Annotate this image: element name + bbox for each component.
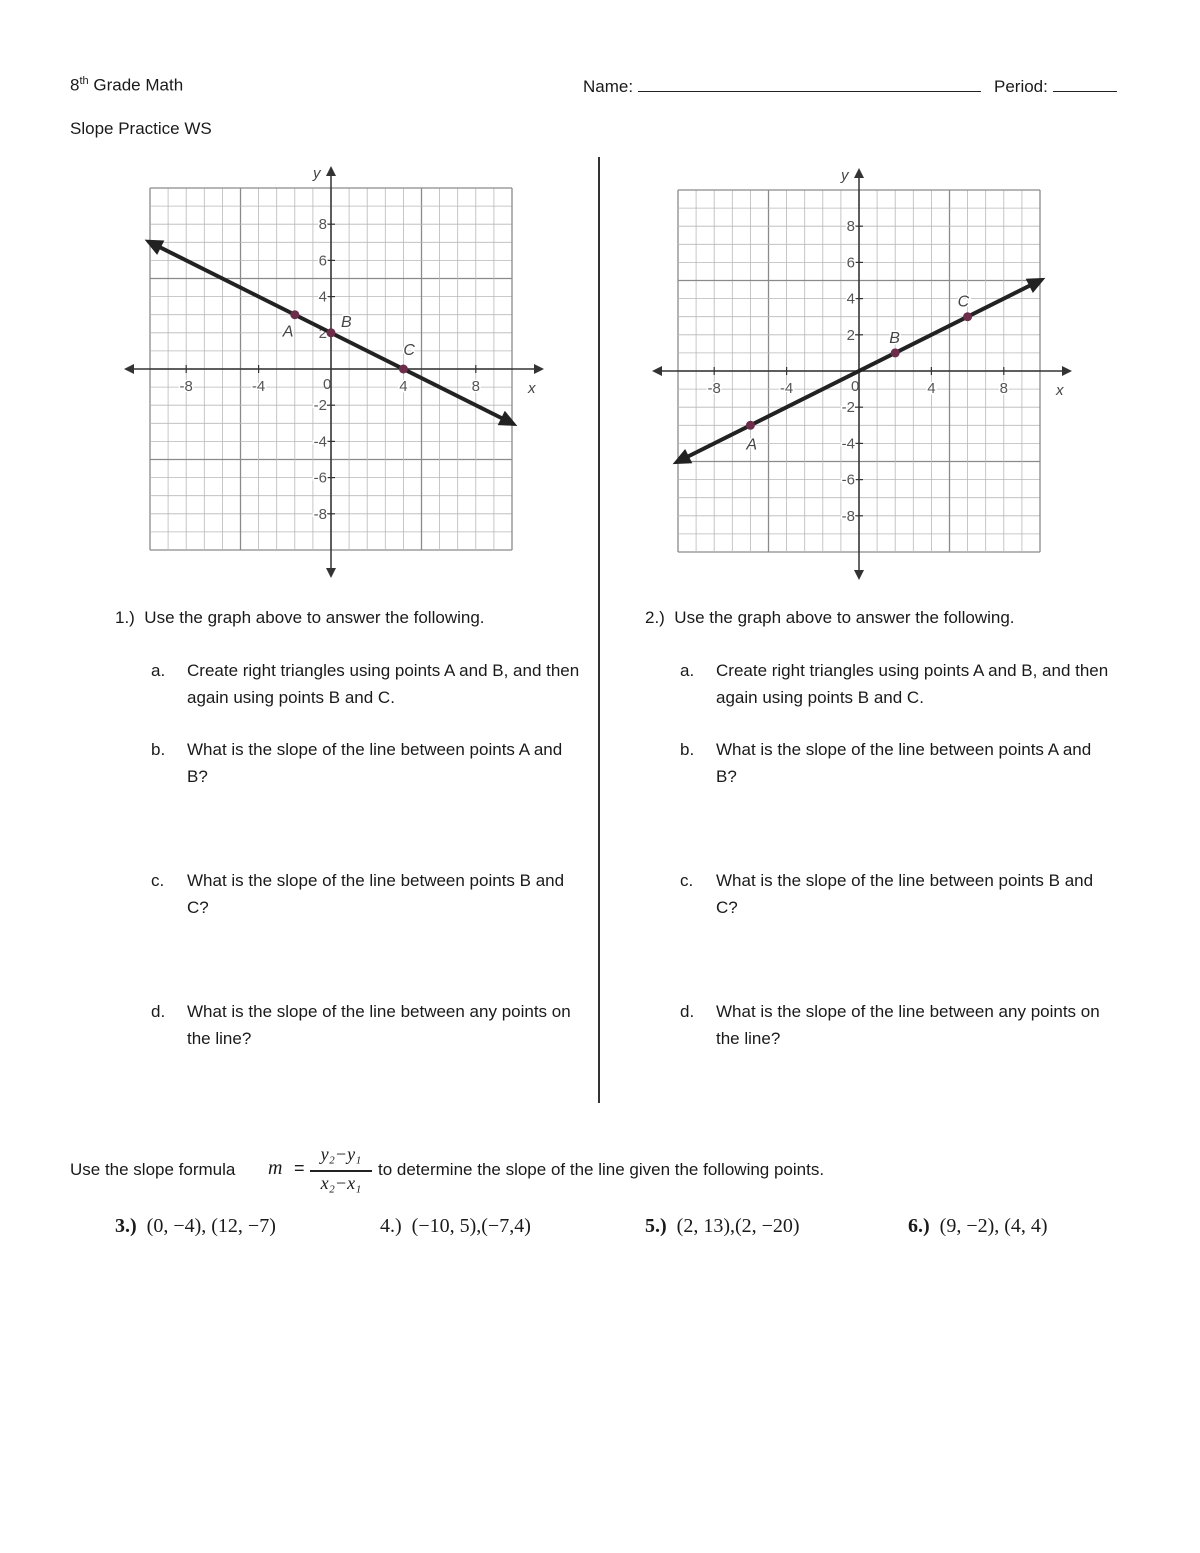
column-divider	[598, 157, 600, 1103]
name-field[interactable]	[583, 75, 981, 97]
formula-m: m	[268, 1157, 283, 1179]
origin-label: 0	[851, 378, 860, 395]
point-label-a: A	[282, 323, 294, 341]
name-label: Name:	[583, 77, 634, 96]
fraction-bar	[310, 1170, 372, 1172]
course-title: 8th Grade Math	[70, 75, 184, 95]
origin-label: 0	[323, 376, 332, 393]
x-tick-label: 8	[471, 378, 480, 395]
question-1-intro: 1.) Use the graph above to answer the following.	[115, 608, 485, 627]
point-label-c: C	[403, 342, 415, 359]
x-tick-label: 8	[999, 380, 1008, 397]
y-axis-arrow-up	[854, 168, 864, 178]
y-tick-label: 6	[318, 252, 327, 270]
formula-denominator: x₂−x₁	[320, 1173, 362, 1193]
point-a	[746, 421, 755, 430]
y-axis-label: y	[313, 165, 321, 182]
y-axis-arrow-down	[326, 568, 336, 578]
worksheet-subtitle: Slope Practice WS	[70, 119, 212, 138]
period-blank[interactable]	[1053, 75, 1117, 92]
y-axis-arrow-down	[854, 570, 864, 580]
y-tick-label: -8	[313, 505, 327, 523]
x-axis-arrow-right	[1062, 366, 1072, 376]
y-tick-label: -8	[841, 507, 855, 525]
y-tick-label: -6	[841, 471, 855, 489]
y-tick-label: 8	[846, 218, 855, 236]
point-label-c: C	[957, 293, 970, 311]
graph-2	[648, 160, 1078, 585]
point-c	[399, 365, 408, 374]
problem-4: 4.) (−10, 5),(−7,4)	[380, 1215, 531, 1237]
x-tick-label: 4	[927, 380, 936, 397]
x-tick-label: 4	[399, 378, 408, 395]
x-tick-label: -8	[179, 378, 193, 395]
y-tick-label: -2	[841, 399, 855, 417]
period-field[interactable]	[994, 75, 1117, 97]
y-tick-label: 8	[318, 216, 327, 234]
y-tick-label: -2	[313, 397, 327, 415]
name-blank[interactable]	[638, 75, 981, 92]
graph-1	[120, 158, 550, 583]
point-b	[327, 328, 336, 337]
x-tick-label: -8	[707, 380, 721, 397]
y-tick-label: 2	[318, 324, 327, 342]
formula-equals: =	[294, 1158, 305, 1178]
period-label: Period:	[994, 77, 1048, 96]
x-axis-arrow-right	[534, 364, 544, 374]
question-2-intro: 2.) Use the graph above to answer the following.	[645, 608, 1015, 627]
y-tick-label: 2	[846, 326, 855, 344]
x-axis-label: x	[1056, 382, 1064, 399]
formula-numerator: y₂−y₁	[320, 1144, 362, 1164]
y-axis-label: y	[841, 167, 849, 184]
point-b	[891, 348, 900, 357]
x-axis-label: x	[528, 380, 536, 397]
formula-before: Use the slope formula	[70, 1160, 236, 1179]
y-axis-arrow-up	[326, 166, 336, 176]
problem-3: 3.) (0, −4), (12, −7)	[115, 1215, 276, 1237]
point-label-b: B	[341, 313, 352, 331]
y-tick-label: 4	[318, 288, 327, 306]
problem-6: 6.) (9, −2), (4, 4)	[908, 1215, 1048, 1237]
x-axis-arrow-left	[652, 366, 662, 376]
point-a	[290, 310, 299, 319]
formula-after: to determine the slope of the line given the following points.	[378, 1160, 825, 1179]
x-tick-label: -4	[779, 380, 794, 397]
problem-5: 5.) (2, 13),(2, −20)	[645, 1215, 800, 1237]
x-tick-label: -4	[251, 378, 266, 395]
y-tick-label: -4	[313, 433, 327, 451]
y-tick-label: -4	[841, 435, 855, 453]
x-axis-arrow-left	[124, 364, 134, 374]
y-tick-label: -6	[313, 469, 327, 487]
point-label-a: A	[746, 436, 758, 454]
point-c	[963, 312, 972, 321]
point-label-b: B	[889, 329, 900, 347]
y-tick-label: 4	[846, 290, 855, 308]
y-tick-label: 6	[846, 254, 855, 272]
